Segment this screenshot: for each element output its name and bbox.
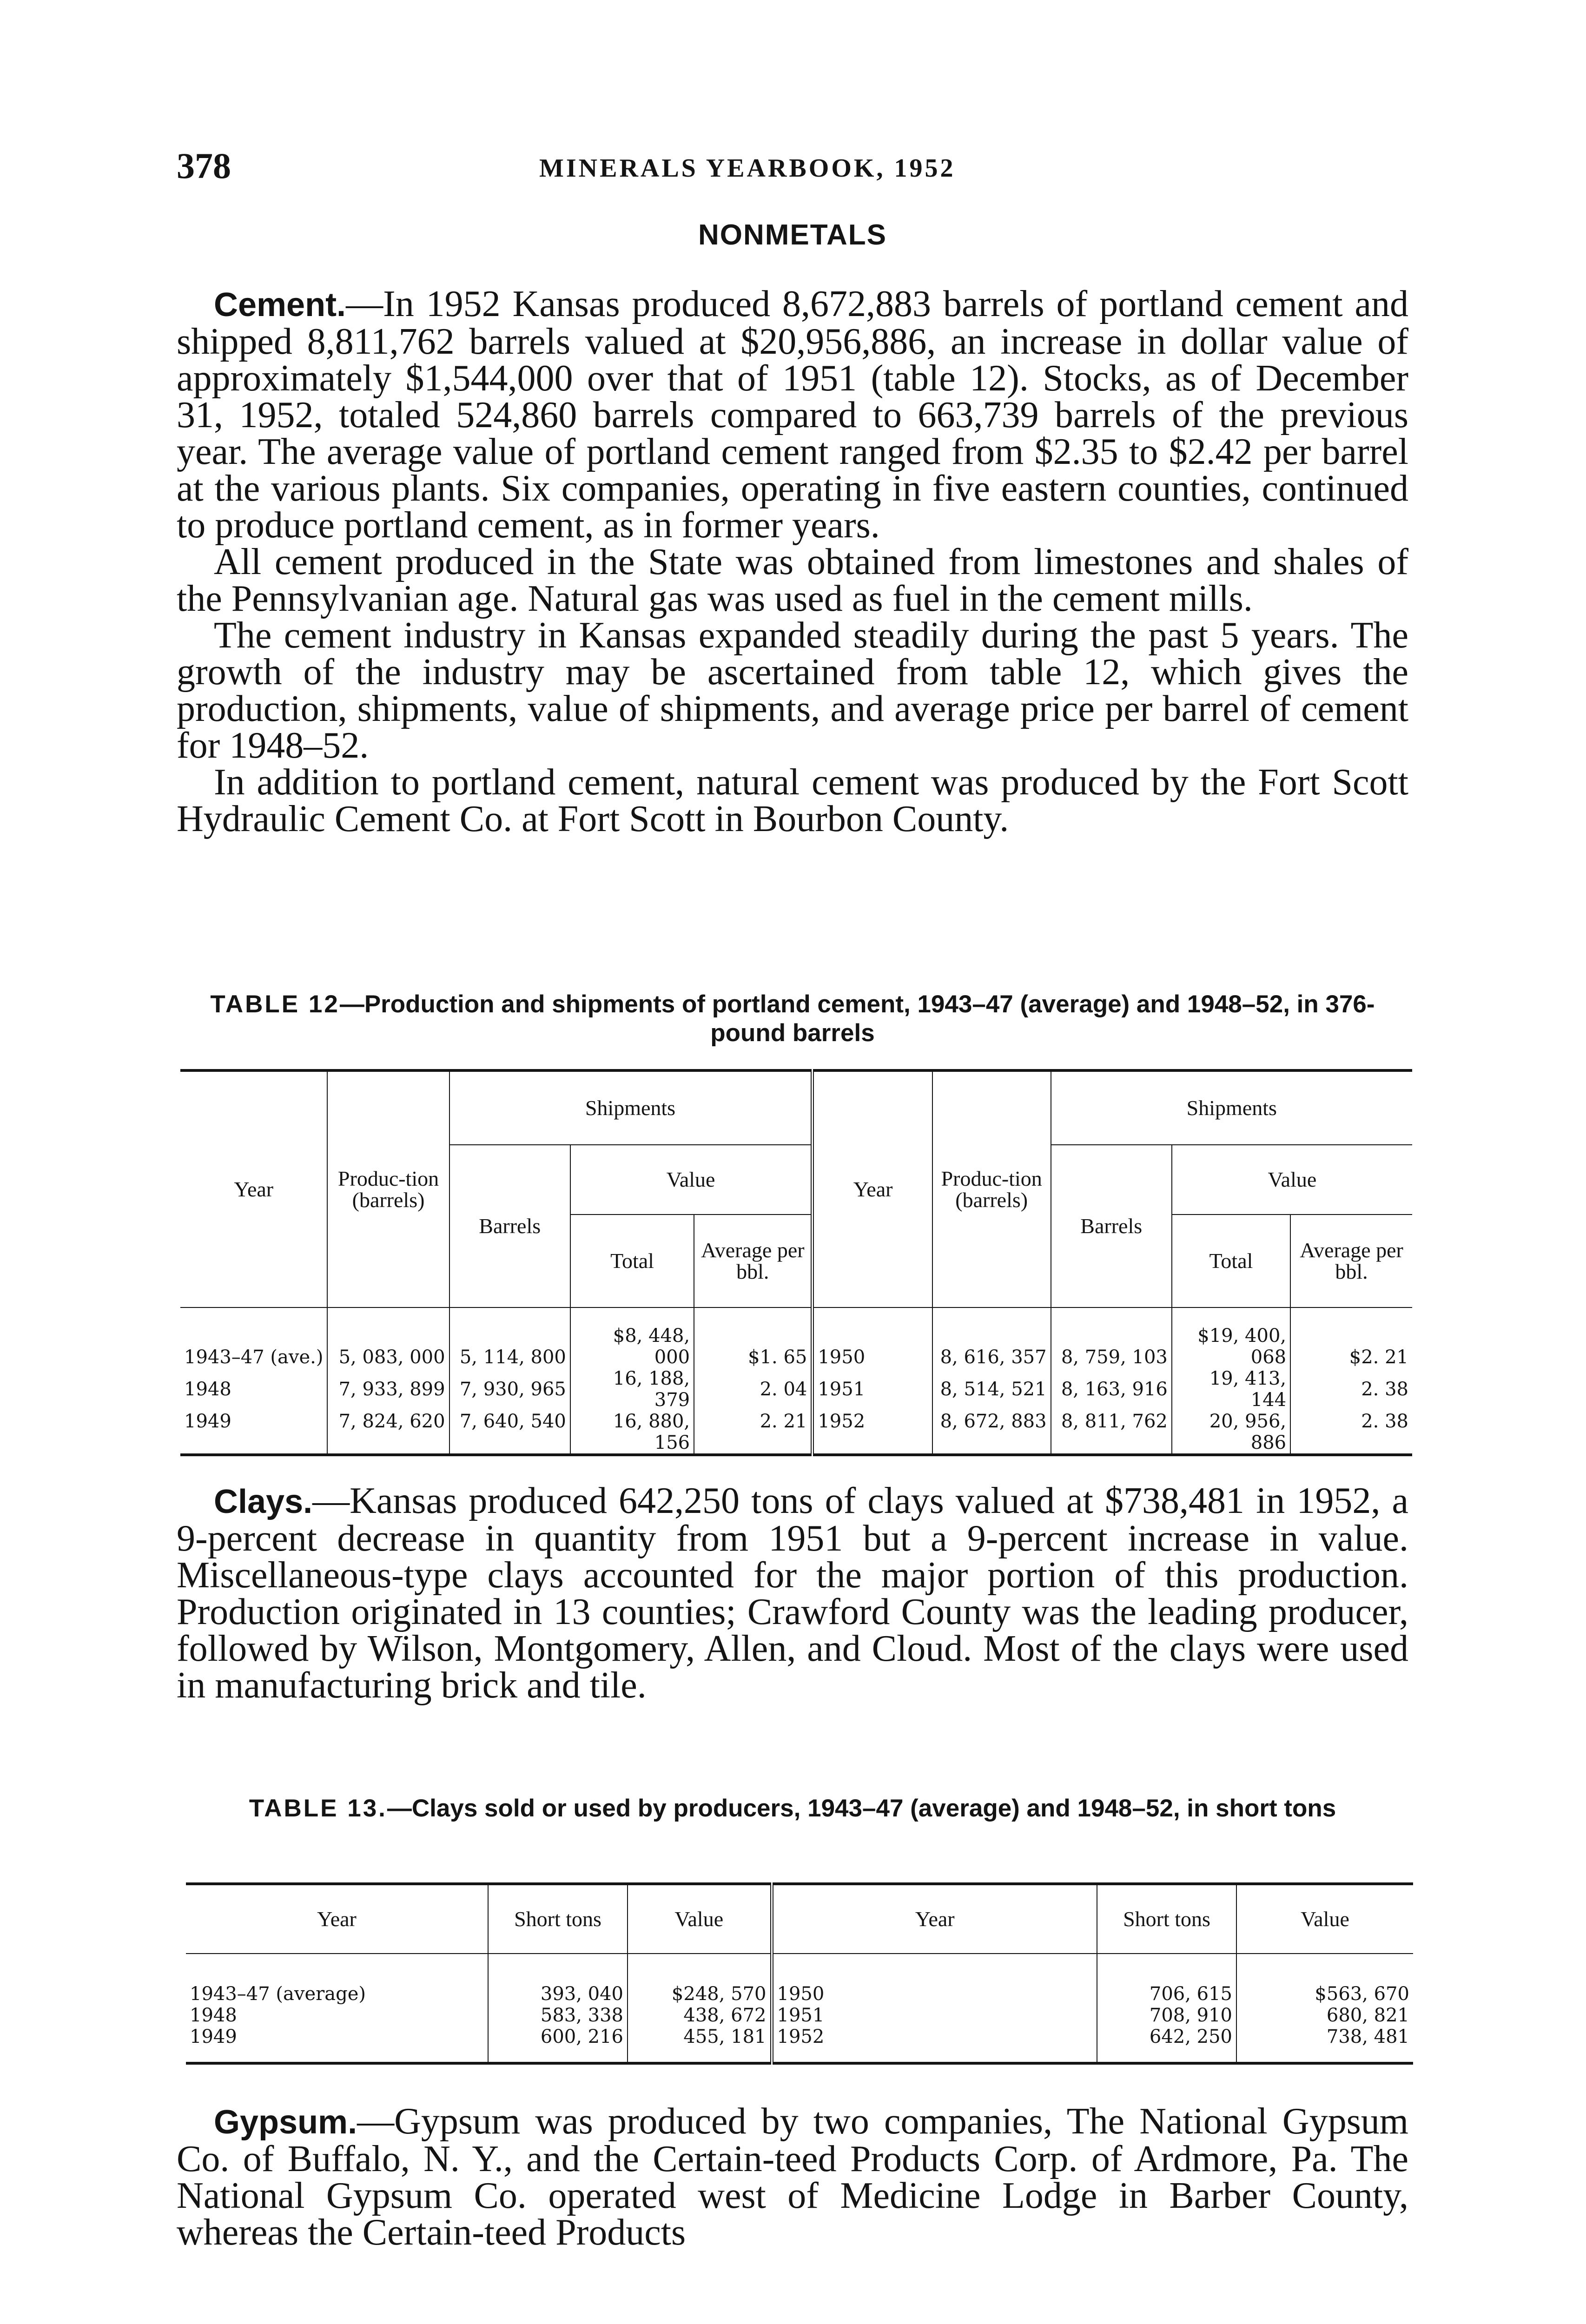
table13 (186, 1882, 1413, 2065)
t12-cell-barrels: 8, 163, 916 (1051, 1368, 1172, 1411)
t13-cell-year: 1950 (772, 1954, 1097, 2005)
table-row (186, 1954, 1413, 2005)
cement-paragraph-1 (177, 286, 1408, 544)
t12-cell-year: 1949 (180, 1411, 327, 1455)
t12-cell-barrels: 7, 640, 540 (449, 1411, 570, 1455)
t12-head-total-left: Total (570, 1215, 694, 1307)
clays-paragraph-1 (177, 1480, 1408, 1706)
gypsum-paragraph-1 (177, 2103, 1408, 2251)
t12-cell-production: 8, 514, 521 (932, 1368, 1051, 1411)
t12-cell-barrels: 5, 114, 800 (449, 1307, 570, 1368)
t13-cell-tons: 583, 338 (488, 2005, 628, 2026)
t13-cell-tons: 708, 910 (1097, 2005, 1236, 2026)
t12-cell-average: 2. 38 (1361, 1411, 1408, 1432)
table12-label: TABLE 12 (210, 990, 340, 1018)
running-header (177, 145, 1408, 196)
cement-paragraph-1-text: —In 1952 Kansas produced 8,672,883 barrels of portland cement and shipped 8,811,762 barrels valued at $20,956,886, an increase in dollar value of approximately $1,544,000 over that of 1951 (table 12). Stocks, as of December 31, 1952, totaled 524,860 barrels compared to 663,739 barrels of the previous year. The average value of portland cement ranged from $2.35 to $2.42 per barrel at the various plants. Six companies, operating in five eastern counties, continued to produce portland cement, as in former years. (177, 284, 1408, 546)
cement-section (177, 286, 1408, 838)
t13-head-short-tons-left: Short tons (488, 1884, 628, 1954)
t12-cell-average: $2. 21 (1349, 1347, 1408, 1368)
t12-head-value-right: Value (1172, 1145, 1412, 1215)
t12-head-shipments-left: Shipments (449, 1070, 813, 1145)
t12-head-production-right: Produc-tion (barrels) (932, 1070, 1051, 1307)
t12-cell-barrels: 7, 930, 965 (449, 1368, 570, 1411)
table-row (180, 1411, 1412, 1455)
t12-cell-production: 5, 083, 000 (327, 1307, 449, 1368)
table13-caption (177, 1794, 1408, 1823)
t12-cell-barrels: 8, 759, 103 (1051, 1307, 1172, 1368)
t13-cell-value: 438, 672 (683, 2005, 767, 2026)
t12-head-value-left: Value (570, 1145, 813, 1215)
t12-head-barrels-left: Barrels (449, 1145, 570, 1307)
page-number: 378 (177, 145, 231, 186)
t13-cell-tons: 393, 040 (488, 1954, 628, 2005)
t13-cell-value: $248, 570 (671, 1983, 767, 2005)
clays-section (177, 1480, 1408, 1706)
t12-cell-production: 8, 672, 883 (932, 1411, 1051, 1455)
t12-head-year-left: Year (180, 1070, 327, 1307)
table13-caption-text: —Clays sold or used by producers, 1943–47 (average) and 1948–52, in short tons (387, 1795, 1336, 1822)
clays-lead: Clays. (214, 1483, 313, 1520)
t12-cell-year: 1951 (813, 1368, 932, 1411)
cement-paragraph-2: All cement produced in the State was obtained from limestones and shales of the Pennsylvanian age. Natural gas was used as fuel in the cement mills. (177, 541, 1408, 619)
table-row (186, 2026, 1413, 2063)
gypsum-paragraph-1-text: —Gypsum was produced by two companies, The National Gypsum Co. of Buffalo, N. Y., and the Certain-teed Products Corp. of Ardmore, Pa. The National Gypsum Co. operated west of Medicine Lodge in Barber County, whereas the Certain-teed Products (177, 2101, 1408, 2253)
t13-head-year-right: Year (772, 1884, 1097, 1954)
t13-cell-year: 1949 (186, 2026, 488, 2063)
t12-cell-average: 2. 21 (760, 1411, 807, 1432)
t13-head-short-tons-right: Short tons (1097, 1884, 1236, 1954)
table12 (180, 1069, 1412, 1456)
t12-cell-year: 1943–47 (ave.) (180, 1307, 327, 1368)
t12-cell-total: 16, 880, 156 (570, 1411, 694, 1455)
t12-cell-total: $8, 448, 000 (570, 1307, 694, 1368)
t13-cell-year: 1951 (772, 2005, 1097, 2026)
t12-cell-year: 1952 (813, 1411, 932, 1455)
t13-head-value-left: Value (674, 1907, 724, 1931)
t13-cell-tons: 600, 216 (488, 2026, 628, 2063)
t13-cell-year: 1943–47 (average) (186, 1954, 488, 2005)
t12-cell-total: $19, 400, 068 (1172, 1307, 1290, 1368)
t12-head-average-left: Average per bbl. (700, 1238, 805, 1283)
t12-head-year-right: Year (813, 1070, 932, 1307)
gypsum-lead: Gypsum. (214, 2104, 357, 2141)
cement-paragraph-4: In addition to portland cement, natural cement was produced by the Fort Scott Hydraulic Cement Co. at Fort Scott in Bourbon County. (177, 762, 1408, 839)
t13-cell-year: 1948 (186, 2005, 488, 2026)
section-title: NONMETALS (698, 219, 887, 251)
t12-cell-production: 8, 616, 357 (932, 1307, 1051, 1368)
t12-cell-total: 19, 413, 144 (1172, 1368, 1290, 1411)
t13-cell-year: 1952 (772, 2026, 1097, 2063)
t13-cell-tons: 706, 615 (1097, 1954, 1236, 2005)
table-row (186, 2005, 1413, 2026)
t12-cell-year: 1950 (813, 1307, 932, 1368)
table12-caption (177, 990, 1408, 1048)
clays-paragraph-1-text: —Kansas produced 642,250 tons of clays valued at $738,481 in 1952, a 9-percent decrease in quantity from 1951 but a 9-percent increase in value. Miscellaneous-type clays accounted for the major portion of this production. Production originated in 13 counties; Crawford County was the leading producer, followed by Wilson, Montgomery, Allen, and Cloud. Most of the clays were used in manufacturing brick and tile. (177, 1480, 1408, 1706)
t12-cell-year: 1948 (180, 1368, 327, 1411)
t12-cell-average: 2. 38 (1361, 1379, 1408, 1400)
cement-paragraph-3: The cement industry in Kansas expanded steadily during the past 5 years. The growth of the industry may be ascertained from table 12, which gives the production, shipments, value of shipments, and average price per barrel of cement for 1948–52. (177, 615, 1408, 766)
t13-cell-value: 455, 181 (683, 2026, 767, 2047)
t12-cell-average: $1. 65 (748, 1347, 807, 1368)
t12-head-total-right: Total (1172, 1215, 1290, 1307)
t13-cell-value: 738, 481 (1326, 2026, 1409, 2047)
t12-head-shipments-right: Shipments (1051, 1070, 1412, 1145)
t12-head-production-left: Produc-tion (barrels) (327, 1070, 449, 1307)
table13-label: TABLE 13. (249, 1795, 387, 1822)
t12-cell-production: 7, 933, 899 (327, 1368, 449, 1411)
t12-head-average-right: Average per bbl. (1300, 1238, 1403, 1283)
running-title: MINERALS YEARBOOK, 1952 (539, 154, 956, 183)
table-row (180, 1368, 1412, 1411)
t13-cell-tons: 642, 250 (1097, 2026, 1236, 2063)
gypsum-section (177, 2103, 1408, 2251)
t12-head-barrels-right: Barrels (1051, 1145, 1172, 1307)
table-row (180, 1307, 1412, 1368)
t13-cell-value: 680, 821 (1326, 2005, 1409, 2026)
table12-caption-text: —Production and shipments of portland cement, 1943–47 (average) and 1948–52, in 376-pound barrels (339, 990, 1375, 1047)
t13-head-value-right: Value (1301, 1907, 1349, 1931)
cement-lead: Cement. (214, 286, 346, 324)
t13-cell-value: $563, 670 (1315, 1983, 1409, 2005)
t12-cell-barrels: 8, 811, 762 (1051, 1411, 1172, 1455)
t12-cell-production: 7, 824, 620 (327, 1411, 449, 1455)
t12-cell-average: 2. 04 (760, 1379, 807, 1400)
t12-cell-total: 16, 188, 379 (570, 1368, 694, 1411)
t13-head-year-left: Year (186, 1884, 488, 1954)
t12-cell-total: 20, 956, 886 (1172, 1411, 1290, 1455)
